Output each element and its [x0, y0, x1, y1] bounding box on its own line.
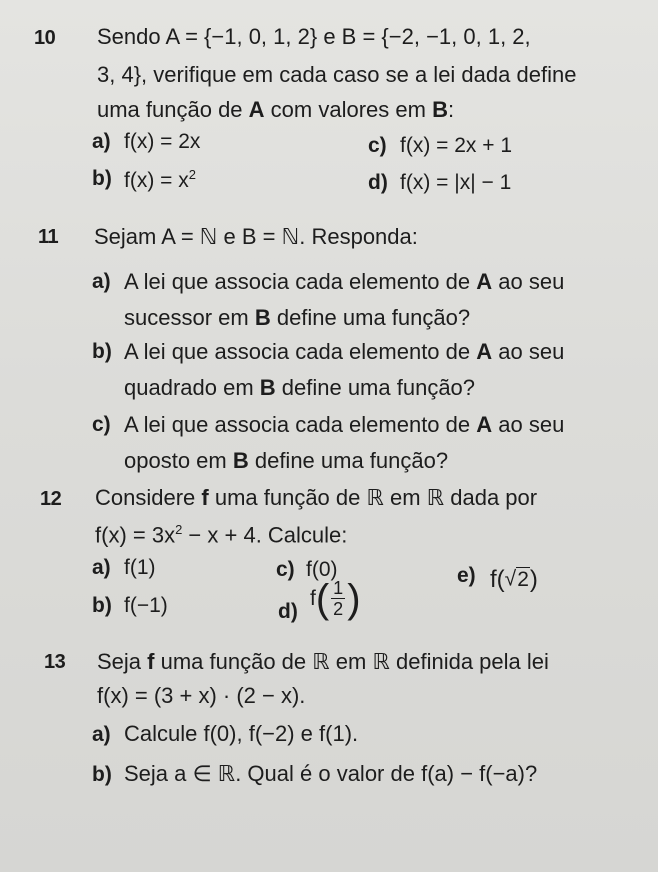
q11-a-text2: sucessor em	[124, 305, 255, 330]
q10-item-expr: f(x) = 2x + 1	[400, 134, 513, 157]
q11-item-c-line1	[124, 410, 564, 440]
q11-c-text-end: ao seu	[492, 412, 565, 437]
q10-statement-line1: Sendo A = {−1, 0, 1, 2} e B = {−2, −1, 0, 1, 2,	[97, 24, 531, 49]
q11-c-text2-end: define uma função?	[248, 448, 449, 473]
q13-item-letter: b)	[92, 763, 112, 786]
q10-item-expr: f(x) = 2x	[124, 130, 201, 153]
q13-function-f: f	[147, 649, 155, 674]
q10-b-exponent: 2	[188, 167, 196, 182]
q10-line3-pre: uma função de	[97, 97, 249, 122]
q12-exponent: 2	[175, 522, 183, 537]
q10-statement-line3	[97, 95, 454, 125]
q10-item-letter: a)	[92, 130, 111, 153]
q12-formula-start: f(x) = 3x	[95, 522, 176, 548]
q12-item-letter: e)	[457, 564, 476, 587]
q12-function-f: f	[201, 485, 209, 510]
q12-item-expr: f(1)	[124, 556, 156, 579]
q13-item-text: Seja a ∈ ℝ. Qual é o valor de f(a) − f(−a)?	[124, 761, 538, 786]
q11-a-set-b: B	[254, 305, 271, 330]
q13-text: Seja	[97, 649, 148, 674]
q10-b-base: f(x) = x	[124, 169, 189, 192]
q10-line3-mid: com valores em	[264, 97, 433, 122]
q11-c-set: A	[476, 412, 493, 437]
q12-d-close-paren: )	[347, 576, 361, 621]
q13-item-letter: a)	[92, 723, 111, 746]
q13-statement-line1	[97, 647, 549, 677]
q12-e-close: )	[529, 566, 538, 593]
q11-b-set-b: B	[259, 375, 276, 400]
q13-text-end: uma função de ℝ em ℝ definida pela lei	[154, 649, 549, 674]
q11-item-b-line1	[124, 337, 564, 367]
q11-b-text2: quadrado em	[124, 375, 260, 400]
q12-statement-line1	[95, 483, 537, 513]
q12-statement-line2	[95, 515, 347, 550]
q12-e-fn: f(	[490, 566, 505, 593]
q12-text-end: uma função de ℝ em ℝ dada por	[208, 485, 538, 510]
q11-b-set: A	[476, 339, 493, 364]
q12-number: 12	[40, 488, 62, 510]
q11-item-a-line1	[124, 267, 564, 297]
q13-statement-line2: f(x) = (3 + x) · (2 − x).	[97, 683, 306, 708]
q12-d-numerator: 1	[333, 578, 344, 598]
q13-item-text: Calcule f(0), f(−2) e f(1).	[124, 721, 359, 746]
q12-item-letter: c)	[276, 558, 295, 581]
q10-number: 10	[34, 27, 56, 49]
q11-c-text2: oposto em	[124, 448, 233, 473]
q11-number: 11	[38, 226, 59, 248]
q12-item-expr: f(−1)	[124, 594, 168, 617]
q11-item-letter: a)	[92, 270, 111, 293]
q12-d-denominator: 2	[333, 599, 344, 619]
q11-c-set-b: B	[232, 448, 249, 473]
q12-d-fn: f	[310, 586, 316, 610]
q12-item-letter: b)	[92, 594, 112, 617]
q11-item-c-line2	[124, 446, 448, 476]
q10-item-letter: c)	[368, 134, 387, 157]
q12-d-open-paren: (	[315, 576, 330, 621]
q11-c-text: A lei que associa cada elemento de	[124, 412, 477, 437]
q12-item-expr: f(0)	[306, 558, 338, 581]
q12-formula-end: − x + 4. Calcule:	[182, 522, 348, 548]
q10-set-a: A	[248, 97, 265, 122]
q11-item-letter: c)	[92, 413, 111, 436]
q12-e-radical: √	[504, 567, 517, 591]
q12-d-fraction	[331, 578, 345, 619]
q11-a-text2-end: define uma função?	[270, 305, 471, 330]
q13-number: 13	[44, 651, 66, 673]
q11-b-text: A lei que associa cada elemento de	[124, 339, 477, 364]
q12-e-radicand: 2	[517, 567, 529, 591]
q10-item-expr: f(x) = |x| − 1	[400, 171, 512, 194]
q11-a-set: A	[476, 269, 493, 294]
q11-item-a-line2	[124, 303, 470, 333]
q10-set-b: B	[432, 97, 448, 122]
q12-item-letter: d)	[278, 600, 298, 623]
q11-a-text-end: ao seu	[492, 269, 565, 294]
q10-line3-end: :	[447, 97, 455, 122]
q11-b-text2-end: define uma função?	[275, 375, 476, 400]
q10-item-letter: b)	[92, 167, 112, 190]
q12-item-expr	[310, 578, 361, 619]
q10-item-expr	[124, 167, 196, 193]
q11-item-b-line2	[124, 373, 475, 403]
q10-item-letter: d)	[368, 171, 388, 194]
q12-item-expr	[490, 560, 538, 600]
q11-b-text-end: ao seu	[492, 339, 565, 364]
q11-a-text: A lei que associa cada elemento de	[124, 269, 477, 294]
q11-statement: Sejam A = ℕ e B = ℕ. Responda:	[94, 224, 418, 249]
q12-text: Considere	[95, 485, 202, 510]
q12-item-letter: a)	[92, 556, 111, 579]
q10-statement-line2: 3, 4}, verifique em cada caso se a lei dada define	[97, 62, 577, 87]
q11-item-letter: b)	[92, 340, 112, 363]
